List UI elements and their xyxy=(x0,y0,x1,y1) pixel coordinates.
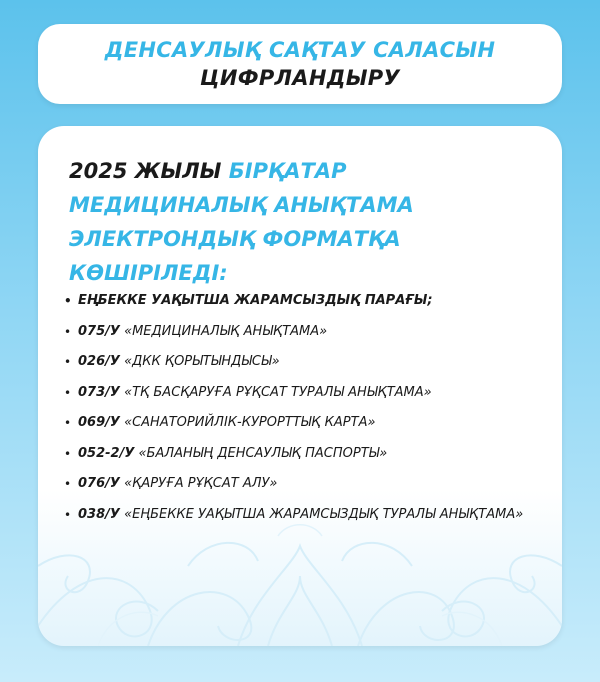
header-title-line1: ДЕНСАУЛЫҚ САҚТАУ САЛАСЫН xyxy=(104,38,496,62)
certificate-list xyxy=(64,286,534,530)
list-item-text: «САНАТОРИЙЛІК-КУРОРТТЫҚ КАРТА» xyxy=(124,415,376,430)
list-item-code: 038/У xyxy=(78,506,120,522)
list-item xyxy=(64,439,534,470)
list-item-code: 069/У xyxy=(78,415,120,430)
bullet-icon: • xyxy=(64,416,72,430)
headline-part2: МЕДИЦИНАЛЫҚ АНЫҚТАМА xyxy=(69,193,414,217)
list-item xyxy=(64,469,534,500)
bullet-icon: • xyxy=(64,385,72,400)
list-item-code: 052-2/У xyxy=(78,445,135,461)
list-item xyxy=(64,500,534,531)
headline-part1: БІРҚАТАР xyxy=(228,159,347,183)
list-item-text: ЕҢБЕККЕ УАҚЫТША ЖАРАМСЫЗДЫҚ ПАРАҒЫ; xyxy=(78,293,433,308)
list-item-text: «ДКК ҚОРЫТЫНДЫСЫ» xyxy=(124,354,280,369)
bullet-icon: • xyxy=(64,507,72,522)
list-item xyxy=(64,408,534,439)
main-card xyxy=(38,126,562,646)
list-item xyxy=(64,378,534,409)
header-card xyxy=(38,24,562,104)
headline-year: 2025 ЖЫЛЫ xyxy=(69,159,222,183)
list-item-code: 076/У xyxy=(78,476,120,491)
bullet-icon: • xyxy=(64,477,72,491)
list-item-text: «ТҚ БАСҚАРУҒА РҰҚСАТ ТУРАЛЫ АНЫҚТАМА» xyxy=(124,384,432,400)
list-item-text: «ЕҢБЕККЕ УАҚЫТША ЖАРАМСЫЗДЫҚ ТУРАЛЫ АНЫҚТАМА» xyxy=(124,506,524,522)
list-item xyxy=(64,286,534,317)
list-item xyxy=(64,317,534,348)
list-item-code: 026/У xyxy=(78,354,120,369)
list-item xyxy=(64,347,534,378)
headline-part3: ЭЛЕКТРОНДЫҚ ФОРМАТҚА xyxy=(69,227,401,251)
bullet-icon: • xyxy=(64,355,72,369)
bullet-icon: • xyxy=(64,324,72,339)
headline-part4: КӨШІРІЛЕДІ: xyxy=(69,261,228,285)
headline xyxy=(69,154,539,290)
list-item-text: «МЕДИЦИНАЛЫҚ АНЫҚТАМА» xyxy=(124,323,328,339)
bullet-icon: • xyxy=(64,446,72,461)
list-item-code: 073/У xyxy=(78,384,120,400)
list-item-code: 075/У xyxy=(78,323,120,339)
list-item-text: «ҚАРУҒА РҰҚСАТ АЛУ» xyxy=(124,476,278,491)
bullet-icon: • xyxy=(64,294,72,308)
header-title-line2: ЦИФРЛАНДЫРУ xyxy=(200,66,400,90)
list-item-text: «БАЛАНЫҢ ДЕНСАУЛЫҚ ПАСПОРТЫ» xyxy=(138,445,388,461)
